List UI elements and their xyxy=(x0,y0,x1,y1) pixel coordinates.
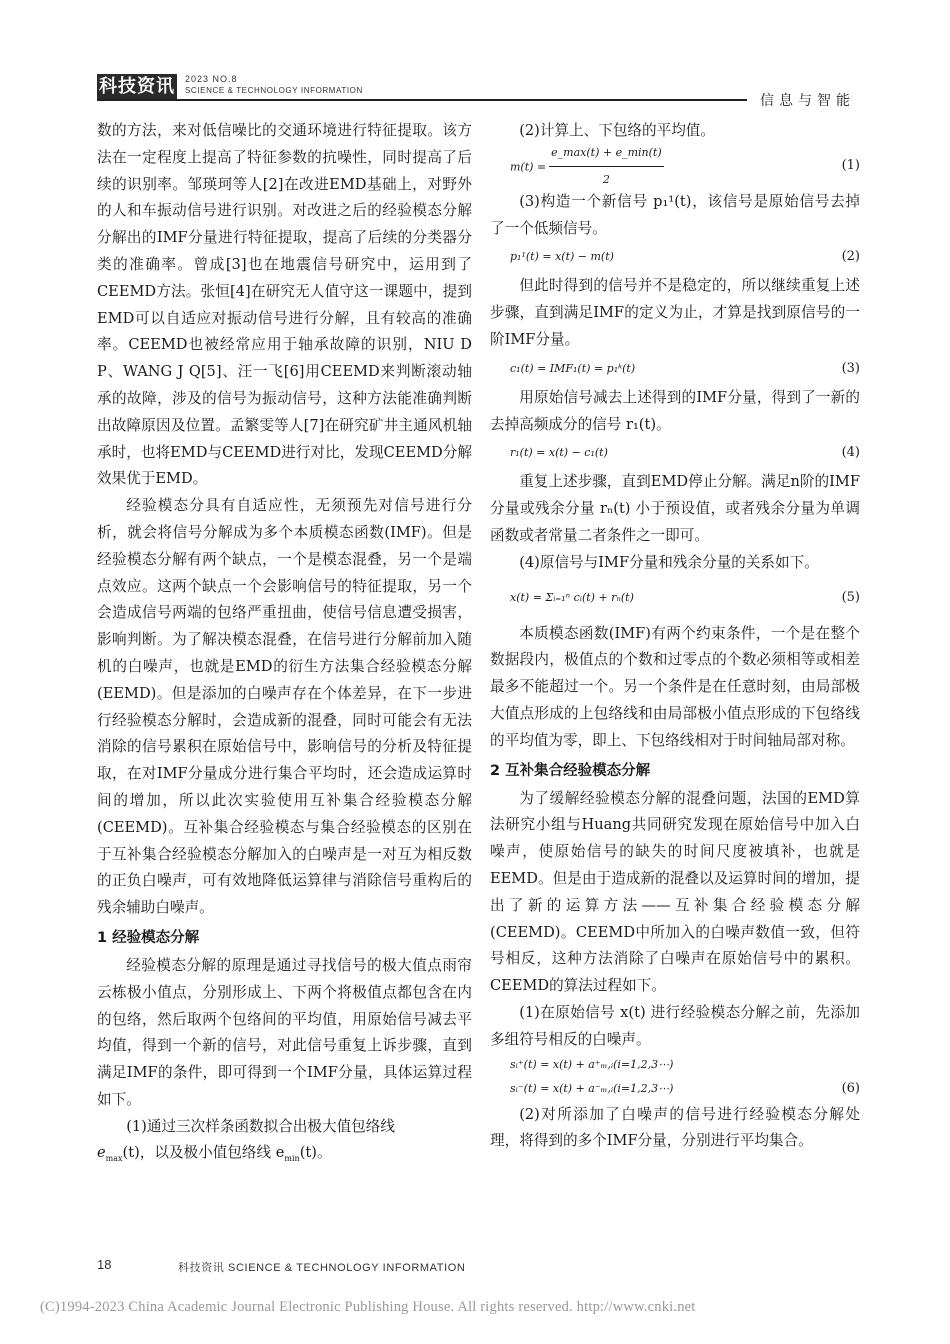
paragraph: 数的方法，来对低信噪比的交通环境进行特征提取。该方法在一定程度上提高了特征参数的抗噪性，同时提高了后续的识别率。邹瑛珂等人[2]在改进EMD基础上，对野外的人和车振动信号进行识别。对改进之后的经验模态分解分解出的IMF分量进行特征提取，提高了后续的分类器分类的准确率。曾成[3]也在地震信号研究中，运用到了CEEMD方法。张恒[4]在研究无人值守这一课题中，提到EMD可以自适应对振动信号进行分解，且有较高的准确率。CEEMD也被经常应用于轴承故障的识别，NIU D P、WANG J Q[5]、汪一飞[6]用CEEMD来判断滚动轴承的故障，涉及的信号为振动信号，这种方法能准确判断出故障原因及位置。孟繁雯等人[7]在研究矿井主通风机轴承时，也将EMD与CEEMD进行对比，发现CEEMD分解效果优于EMD。 xyxy=(97,122,472,488)
paragraph-envelope: $e_{max}(t)$，以及极小值包络线 $e_{min}(t)$。 xyxy=(97,1144,332,1164)
equation-2: p₁¹(t) = x(t) − m(t) (2) xyxy=(510,249,860,265)
section-heading-1: 1 经验模态分解 xyxy=(97,929,200,946)
page-number: 18 xyxy=(97,1257,112,1272)
paragraph: 但此时得到的信号并不是稳定的，所以继续重复上述步骤，直到满足IMF的定义为止，才算是找到原信号的一阶IMF分量。 xyxy=(490,277,860,348)
section-heading-2: 2 互补集合经验模态分解 xyxy=(490,762,651,779)
equation-5: x(t) = Σᵢ₌₁ⁿ cᵢ(t) + rₙ(t) (5) xyxy=(510,590,860,606)
issue-number: 2023 NO.8 xyxy=(185,74,238,84)
journal-subtitle: SCIENCE & TECHNOLOGY INFORMATION xyxy=(185,86,363,95)
paragraph: (3)构造一个新信号 p₁¹(t)，该信号是原始信号去掉了一个低频信号。 xyxy=(490,192,860,237)
journal-logo: 科技资讯 xyxy=(99,76,175,97)
section-title: 信息与智能 xyxy=(760,93,855,109)
left-column xyxy=(97,118,472,1173)
paragraph: (2)计算上、下包络的平均值。 xyxy=(519,122,715,139)
right-column xyxy=(490,118,860,1155)
equation-number: (1) xyxy=(841,158,860,174)
header-rule xyxy=(97,99,747,101)
equation-6b: sᵢ⁻(t) = x(t) + a⁻ₘ,ᵢ(i=1,2,3⋯) (6) xyxy=(510,1081,860,1097)
paragraph: 本质模态函数(IMF)有两个约束条件，一个是在整个数据段内，极值点的个数和过零点的个数必须相等或相差最多不能超过一个。另一个条件是在任意时刻，由局部极大值点形成的上包络线和由局部极小值点形成的下包络线的平均值为零，即上、下包络线相对于时间轴局部对称。 xyxy=(490,624,860,749)
paragraph: (1)在原始信号 x(t) 进行经验模态分解之前，先添加多组符号相反的白噪声。 xyxy=(490,1003,860,1048)
paragraph: 经验模态分具有自适应性，无须预先对信号进行分析，就会将信号分解成为多个本质模态函数(IMF)。但是经验模态分解有两个缺点，一个是模态混叠，另一个是端点效应。这两个缺点一个会影响信号的特征提取，另一个会造成信号两端的包络严重扭曲，使信号信息遭受损害，影响判断。为了解决模态混叠，在信号进行分解前加入随机的白噪声，也就是EMD的衍生方法集合经验模态分解(EEMD)。但是添加的白噪声存在个体差异，在下一步进行经验模态分解时，会造成新的混叠，同时可能会有无法消除的信号累积在原始信号中，影响信号的分析及特征提取，在对IMF分量成分进行集合平均时，还会造成运算时间的增加，所以此次实验使用互补集合经验模态分解(CEEMD)。互补集合经验模态与集合经验模态的区别在于互补集合经验模态分解加入的白噪声是一对互为相反数的正负白噪声，可有效地降低运算律与消除信号重构后的残余辅助白噪声。 xyxy=(97,497,472,917)
paragraph: (4)原信号与IMF分量和残余分量的关系如下。 xyxy=(519,553,819,571)
paragraph: (1)通过三次样条函数拟合出极大值包络线 xyxy=(126,1117,395,1135)
equation-4: r₁(t) = x(t) − c₁(t) (4) xyxy=(510,445,860,461)
footer-journal: 科技资讯 SCIENCE & TECHNOLOGY INFORMATION xyxy=(178,1262,466,1274)
paragraph: 用原始信号减去上述得到的IMF分量，得到了一新的去掉高频成分的信号 r₁(t)。 xyxy=(490,388,860,433)
equation-6a: sᵢ⁺(t) = x(t) + a⁺ₘ,ᵢ(i=1,2,3⋯) xyxy=(510,1058,674,1072)
paragraph: 重复上述步骤，直到EMD停止分解。满足n阶的IMF分量或残余分量 rₙ(t) 小于预设值，或者残余分量为单调函数或者常量二者条件之一即可。 xyxy=(490,473,860,544)
copyright-notice: (C)1994-2023 China Academic Journal Electronic Publishing House. All rights reserved. http://www.cnki.net xyxy=(40,1299,696,1315)
equation-1: m(t) = $\frac{e\_\max(t) + e\_\min(t)}{2}$ (1) xyxy=(490,145,860,189)
equation-3: c₁(t) = IMF₁(t) = p₁ᵏ(t) (3) xyxy=(510,360,860,376)
paragraph: 为了缓解经验模态分解的混叠问题，法国的EMD算法研究小组与Huang共同研究发现在原始信号中加入白噪声，使原始信号的缺失的时间尺度被填补，也就是EEMD。但是由于造成新的混叠以及运算时间的增加，提出了新的运算方法——互补集合经验模态分解(CEEMD)。CEEMD中所加入的白噪声数值一致，但符号相反，这种方法消除了白噪声在原始信号中的累积。CEEMD的算法过程如下。 xyxy=(490,789,860,995)
paragraph: (2)对所添加了白噪声的信号进行经验模态分解处理，将得到的多个IMF分量，分别进行平均集合。 xyxy=(490,1105,860,1150)
paragraph: 经验模态分解的原理是通过寻找信号的极大值点雨帘云栋极小值点，分别形成上、下两个将极值点都包含在内的包络，然后取两个包络间的平均值，用原始信号减去平均值，得到一个新的信号，对此信号重复上诉步骤，直到满足IMF的条件，即可得到一个IMF分量，具体运算过程如下。 xyxy=(97,956,472,1108)
